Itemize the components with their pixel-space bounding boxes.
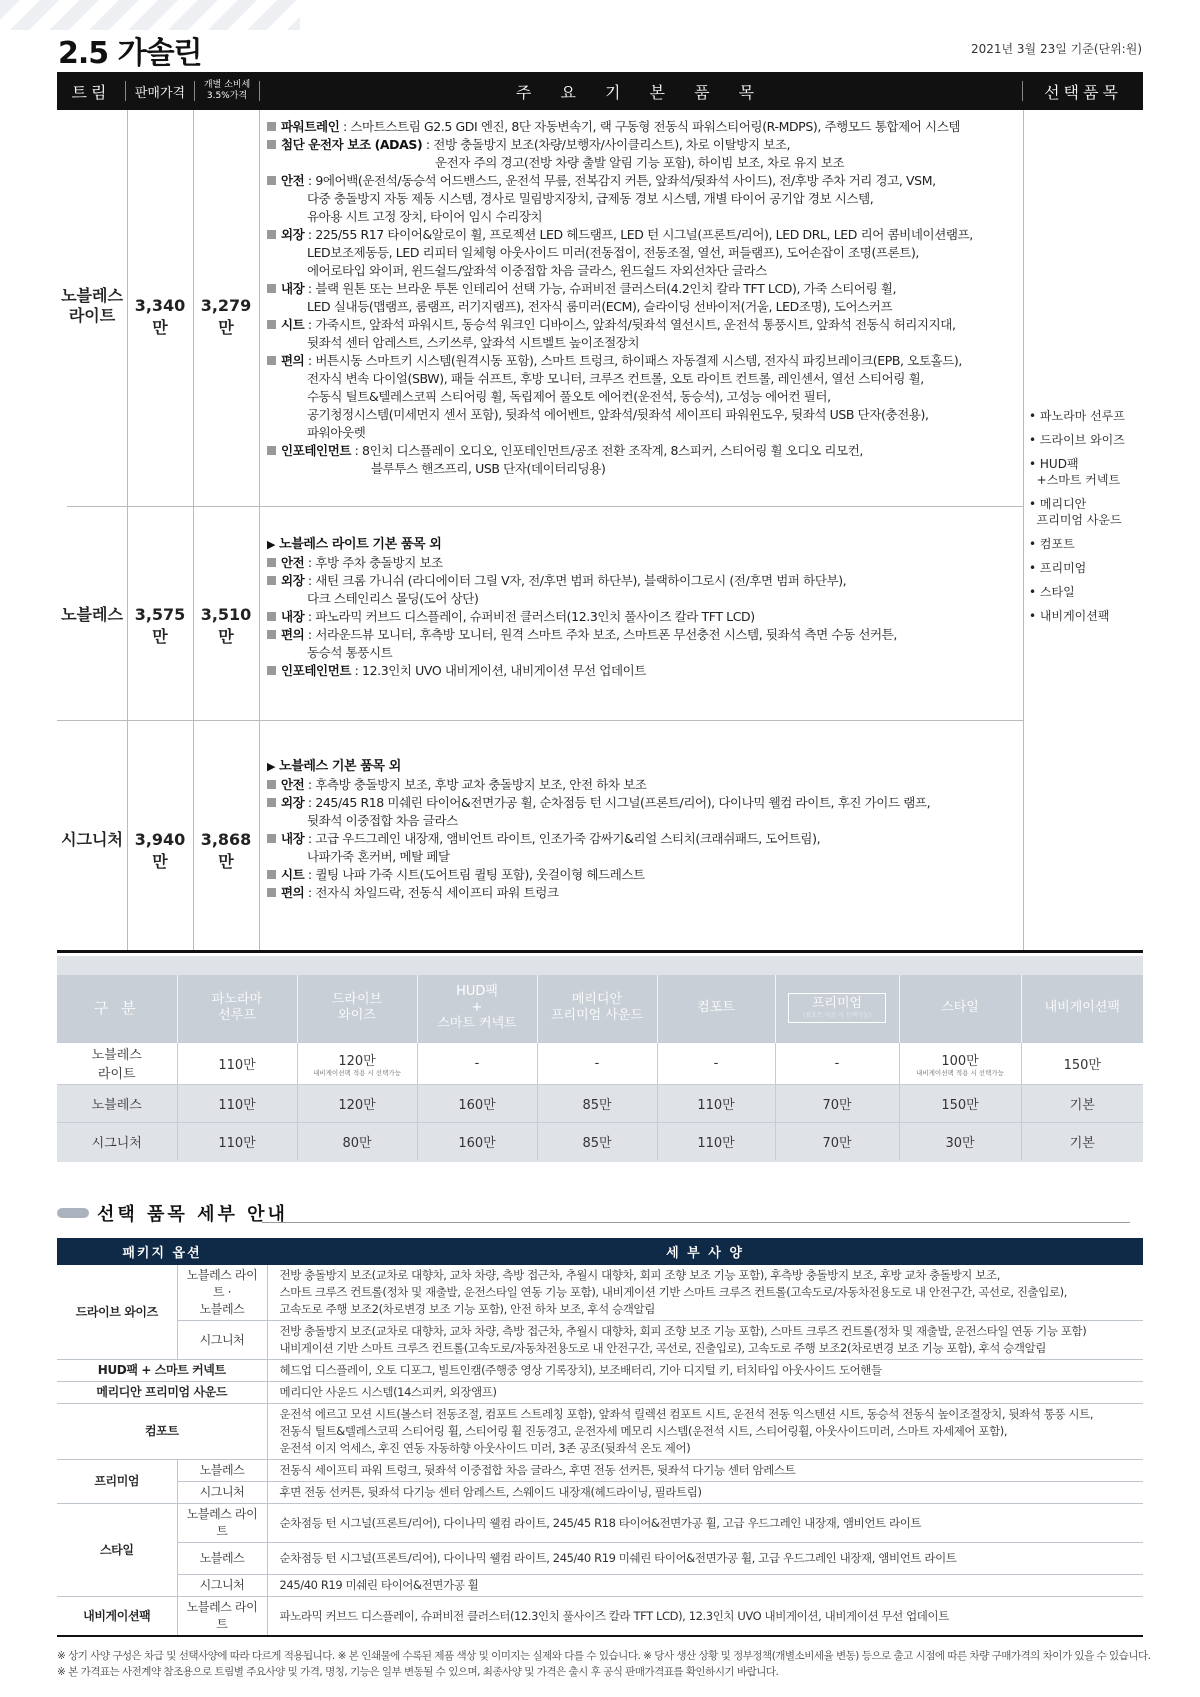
trim-price: 3,940만 xyxy=(134,830,186,871)
table-row: HUD팩 + 스마트 커넥트 헤드업 디스플레이, 오토 디포그, 빌트인캠(주행중 영상 기록장치), 보조배터리, 기아 디지털 키, 터치타입 아웃사이드 도어핸들 xyxy=(57,1360,1143,1382)
table-row: 내비게이션팩 노블레스 라이트 파노라믹 커브드 디스플레이, 슈퍼비전 클러스터(12.3인치 풀사이즈 칼라 TFT LCD), 12.3인치 UVO 내비게이션, 내비게이션 무선 업데이트 xyxy=(57,1597,1143,1637)
table-row: 컴포트 운전석 에르고 모션 시트(볼스터 전동조절, 컴포트 스트레칭 포함), 앞좌석 릴렉션 컴포트 시트, 운전석 전동 익스텐션 시트, 동승석 전동식 높이조절장치, 뒷좌석 통풍 시트, 전동식 틸트&텔레스코픽 스티어링 휠, 스티어링 휠 진동경고, 운전자세 메모리 시스템(운전석 시트, 스티어링휠, 아웃사이드미러, 스마트 자세제어 포함), 운전석 이지 억세스, 후진 연동 자동하향 아웃사이드 미러, 3존 공조(뒷좌석 온도 제어) xyxy=(57,1404,1143,1460)
col-header: 파노라마 선루프 xyxy=(177,975,297,1042)
trim-name: 시그니처 xyxy=(61,830,123,849)
trim-price: 3,575만 xyxy=(134,605,186,646)
table-row: 스타일 노블레스 라이트 순차점등 턴 시그널(프론트/리어), 다이나믹 웰컴 라이트, 245/45 R18 타이어&전면가공 휠, 고급 우드그레인 내장재, 앰비언트 라이트 xyxy=(57,1504,1143,1543)
header-options: 선택품목 xyxy=(1044,82,1122,102)
trim-price: 3,340만 xyxy=(134,296,186,337)
trim-tax-price: 3,868만 xyxy=(200,830,252,871)
option-detail-table xyxy=(57,1238,1143,1637)
option-item: • HUD팩 +스마트 커넥트 xyxy=(1029,457,1121,487)
option-item: • 내비게이션팩 xyxy=(1029,609,1110,623)
table-row: 드라이브 와이즈 노블레스 라이트 · 노블레스 전방 충돌방지 보조(교차로 대향차, 교차 차량, 측방 접근차, 추월시 대향차, 회피 조향 보조 기능 포함), 후측방 충돌방지 보조, 후방 교차 충돌방지 보조, 스마트 크루즈 컨트롤(정차 및 재출발, 운전스타일 연동 기능 포함), 내비게이션 기반 스마트 크루즈 컨트롤(고속도로/자동차전용도로 내 안전구간, 곡선로, 진출입로), 고속도로 주행 보조2(차로변경 보조 기능 포함), 안전 하차 보조, 후석 승객알림 xyxy=(57,1265,1143,1321)
option-item: • 메리디안 프리미엄 사운드 xyxy=(1029,497,1122,527)
page-title: 2.5 가솔린 xyxy=(58,36,202,71)
table-row: 노블레스 순차점등 턴 시그널(프론트/리어), 다이나믹 웰컴 라이트, 245/40 R19 미쉐린 타이어&전면가공 휠, 고급 우드그레인 내장재, 앰비언트 라이트 xyxy=(57,1543,1143,1575)
table-row: 시그니처 245/40 R19 미쉐린 타이어&전면가공 휠 xyxy=(57,1575,1143,1597)
table-row: 프리미엄 노블레스 전동식 세이프티 파워 트렁크, 뒷좌석 이중접합 차음 글라스, 후면 전동 선커튼, 뒷좌석 다기능 센터 암레스트 xyxy=(57,1460,1143,1482)
option-list xyxy=(1029,408,1125,632)
option-price-table xyxy=(57,975,1143,1160)
header-price: 판매가격 xyxy=(134,85,186,101)
detail-header-row xyxy=(57,1238,1143,1265)
table-row: 메리디안 프리미엄 사운드 메리디안 사운드 시스템(14스피커, 외장앰프) xyxy=(57,1382,1143,1404)
trim-name: 노블레스 라이트 xyxy=(61,286,123,325)
trim-tax-price: 3,510만 xyxy=(200,605,252,646)
header-tax: 개별 소비세 3.5%가격 xyxy=(203,80,251,101)
table-row: 시그니처 전방 충돌방지 보조(교차로 대향차, 교차 차량, 측방 접근차, 추월시 대향차, 회피 조향 보조 기능 포함), 스마트 크루즈 컨트롤(정차 및 재출발, 운전스타일 연동 기능 포함) 내비게이션 기반 스마트 크루즈 컨트롤(고속도로/자동차전용도로 내 안전구간, 곡선로, 진출입로), 고속도로 주행 보조2(차로변경 보조 기능 포함), 후석 승객알림 xyxy=(57,1321,1143,1360)
option-item: • 드라이브 와이즈 xyxy=(1029,433,1125,447)
col-header: 스타일 xyxy=(899,975,1021,1042)
col-header: HUD팩 + 스마트 커넥트 xyxy=(417,975,537,1042)
section-title: 선택 품목 세부 안내 xyxy=(57,1200,288,1226)
col-header: 내비게이션팩 xyxy=(1021,975,1143,1042)
header-trim: 트림 xyxy=(71,82,111,102)
date-unit: 2021년 3월 23일 기준(단위:원) xyxy=(970,42,1142,56)
trim-tax-price: 3,279만 xyxy=(200,296,252,337)
footnote: ※ 상기 사양 구성은 차급 및 선택사양에 따라 다르게 적용됩니다. ※ 본 인쇄물에 수록된 제품 색상 및 이미지는 실제와 다를 수 있습니다. ※ 당사 생산 상황 및 정부정책(개별소비세율 변동) 등으로 출고 시점에 따른 차량 구매가격의 차이가 있을 수 있습니다. xyxy=(57,1650,1151,1662)
spec-header xyxy=(57,72,1143,110)
col-header: 프리미엄 (컴포트 미운 시 선택가능) xyxy=(775,975,899,1042)
col-header: 드라이브 와이즈 xyxy=(297,975,417,1042)
option-item: • 스타일 xyxy=(1029,585,1075,599)
price-header-row xyxy=(57,975,1143,1042)
col-header: 세 부 사 양 xyxy=(267,1238,1143,1265)
table-row: 시그니처 110만 80만 160만 85만 110만 70만 30만 기본 xyxy=(57,1122,1143,1160)
table-row: 노블레스 110만 120만 160만 85만 110만 70만 150만 기본 xyxy=(57,1084,1143,1122)
trim-name: 노블레스 xyxy=(61,605,123,624)
col-header: 메리디안 프리미엄 사운드 xyxy=(537,975,657,1042)
trim1-features: 파워트레인 : 스마트스트림 G2.5 GDI 엔진, 8단 자동변속기, 랙 구동형 전동식 파워스티어링(R-MDPS), 주행모드 통합제어 시스템 첨단 운전자 보조 (ADAS) : 전방 충돌방지 보조(차량/보행자/사이클리스트), 차로 이탈방지 보조, 운전자 주의 경고(전방 차량 출발 알림 기능 포함), 하이빔 보조, 차로 유지 보조 안전 : 9에어백(운전석/동승석 어드밴스드, 운전석 무릎, 전복감지 커튼, 앞좌석/뒷좌석 사이드), 전/후방 주차 거리 경고, VSM, 다중 충돌방지 자동 제동 시스템, 경사로 밀림방지장치, 급제동 경보 시스템, 개별 타이어 공기압 경보 시스템, 유아용 시트 고정 장치, 타이어 임시 수리장치 외장 : 225/55 R17 타이어&알로이 휠, 프로젝션 LED 헤드램프, LED 턴 시그널(프론트/리어), LED DRL, LED 리어 콤비네이션램프, LED보조제동등, LED 리피터 일체형 아웃사이드 미러(전동접이, 전동조절, 열선, 퍼들램프), 도어손잡이 조명(프론트), 에어로타입 와이퍼, 윈드쉴드/앞좌석 이중접합 차음 글라스, 윈드쉴드 자외선차단 글라스 내장 : 블랙 원톤 또는 브라운 투톤 인테리어 선택 가능, 슈퍼비전 클러스터(4.2인치 칼라 TFT LCD), 가죽 스티어링 휠, LED 실내등(맵램프, 룸램프, 러기지램프), 전자식 룸미러(ECM), 슬라이딩 선바이저(거울, LED조명), 도어스커프 시트 : 가죽시트, 앞좌석 파워시트, 동승석 워크인 디바이스, 앞좌석/뒷좌석 열선시트, 운전석 통풍시트, 앞좌석 전동식 허리지지대, 뒷좌석 센터 암레스트, 스키쓰루, 앞좌석 시트벨트 높이조절장치 편의 : 버튼시동 스마트키 시스템(원격시동 포함), 스마트 트렁크, 하이패스 자동결제 시스템, 전자식 파킹브레이크(EPB, 오토홀드), 전자식 변속 다이얼(SBW), 패들 쉬프트, 후방 모니터, 크루즈 컨트롤, 오토 라이트 컨트롤, 레인센서, 열선 스티어링 휠, 수동식 틸트&텔레스코픽 스티어링 휠, 독립제어 풀오토 에어컨(운전석, 동승석), 고성능 에어컨 필터, 공기청정시스템(미세먼지 센서 포함), 뒷좌석 에어벤트, 앞좌석/뒷좌석 세이프티 파워윈도우, 뒷좌석 USB 단자(충전용), 파워아웃렛 인포테인먼트 : 8인치 디스플레이 오디오, 인포테인먼트/공조 전환 조작계, 8스피커, 스티어링 휠 오디오 리모컨, 블루투스 핸즈프리, USB 단자(데이터리딩용) xyxy=(267,118,973,478)
background-stripe xyxy=(0,0,300,30)
trim3-features: ▶ 노블레스 기본 품목 외 안전 : 후측방 충돌방지 보조, 후방 교차 충돌방지 보조, 안전 하차 보조 외장 : 245/45 R18 미쉐린 타이어&전면가공 휠, 순차점등 턴 시그널(프론트/리어), 다이나믹 웰컴 라이트, 후진 가이드 램프, 뒷좌석 이중접합 차음 글라스 내장 : 고급 우드그레인 내장재, 앰비언트 라이트, 인조가죽 감싸기&리얼 스티치(크래쉬패드, 도어트림), 나파가죽 혼커버, 메탈 페달 시트 : 퀼팅 나파 가죽 시트(도어트림 퀼팅 포함), 웃걸이형 헤드레스트 편의 : 전자식 차일드락, 전동식 세이프티 파워 트렁크 xyxy=(267,759,931,900)
table-row: 노블레스 라이트 110만 120만 내비게이션팩 적용 시 선택가능 - - - - 100만 내비게이션팩 적용 시 선택가능 150만 xyxy=(57,1042,1143,1084)
col-header: 패키지 옵션 xyxy=(57,1238,267,1265)
option-item: • 프리미엄 xyxy=(1029,561,1087,575)
spec-table xyxy=(57,110,1143,953)
option-item: • 컴포트 xyxy=(1029,537,1075,551)
col-header: 컴포트 xyxy=(657,975,775,1042)
col-header: 구 분 xyxy=(57,975,177,1042)
footnotes xyxy=(57,1648,1150,1680)
table-row: 시그니처 후면 전동 선커튼, 뒷좌석 다기능 센터 암레스트, 스웨이드 내장재(헤드라이닝, 필라트림) xyxy=(57,1482,1143,1504)
option-item: • 파노라마 선루프 xyxy=(1029,409,1125,423)
footnote: ※ 본 가격표는 사전계약 참조용으로 트림별 주요사양 및 가격, 명칭, 기능은 일부 변동될 수 있으며, 최종사양 및 가격은 출시 후 공식 판매가격표를 확인하시기 바랍니다. xyxy=(57,1666,779,1678)
trim2-features: ▶ 노블레스 라이트 기본 품목 외 안전 : 후방 주차 충돌방지 보조 외장 : 새틴 크롬 가니쉬 (라디에이터 그릴 V자, 전/후면 범퍼 하단부), 블랙하이그로시 (전/후면 범퍼 하단부), 다크 스테인리스 몰딩(도어 상단) 내장 : 파노라믹 커브드 디스플레이, 슈퍼비전 클러스터(12.3인치 풀사이즈 칼라 TFT LCD) 편의 : 서라운드뷰 모니터, 후측방 모니터, 원격 스마트 주차 보조, 스마트폰 무선충전 시스템, 뒷좌석 측면 수동 선커튼, 동승석 통풍시트 인포테인먼트 : 12.3인치 UVO 내비게이션, 내비게이션 무선 업데이트 xyxy=(267,537,897,678)
header-main: 주 요 기 본 품 목 xyxy=(515,82,767,102)
